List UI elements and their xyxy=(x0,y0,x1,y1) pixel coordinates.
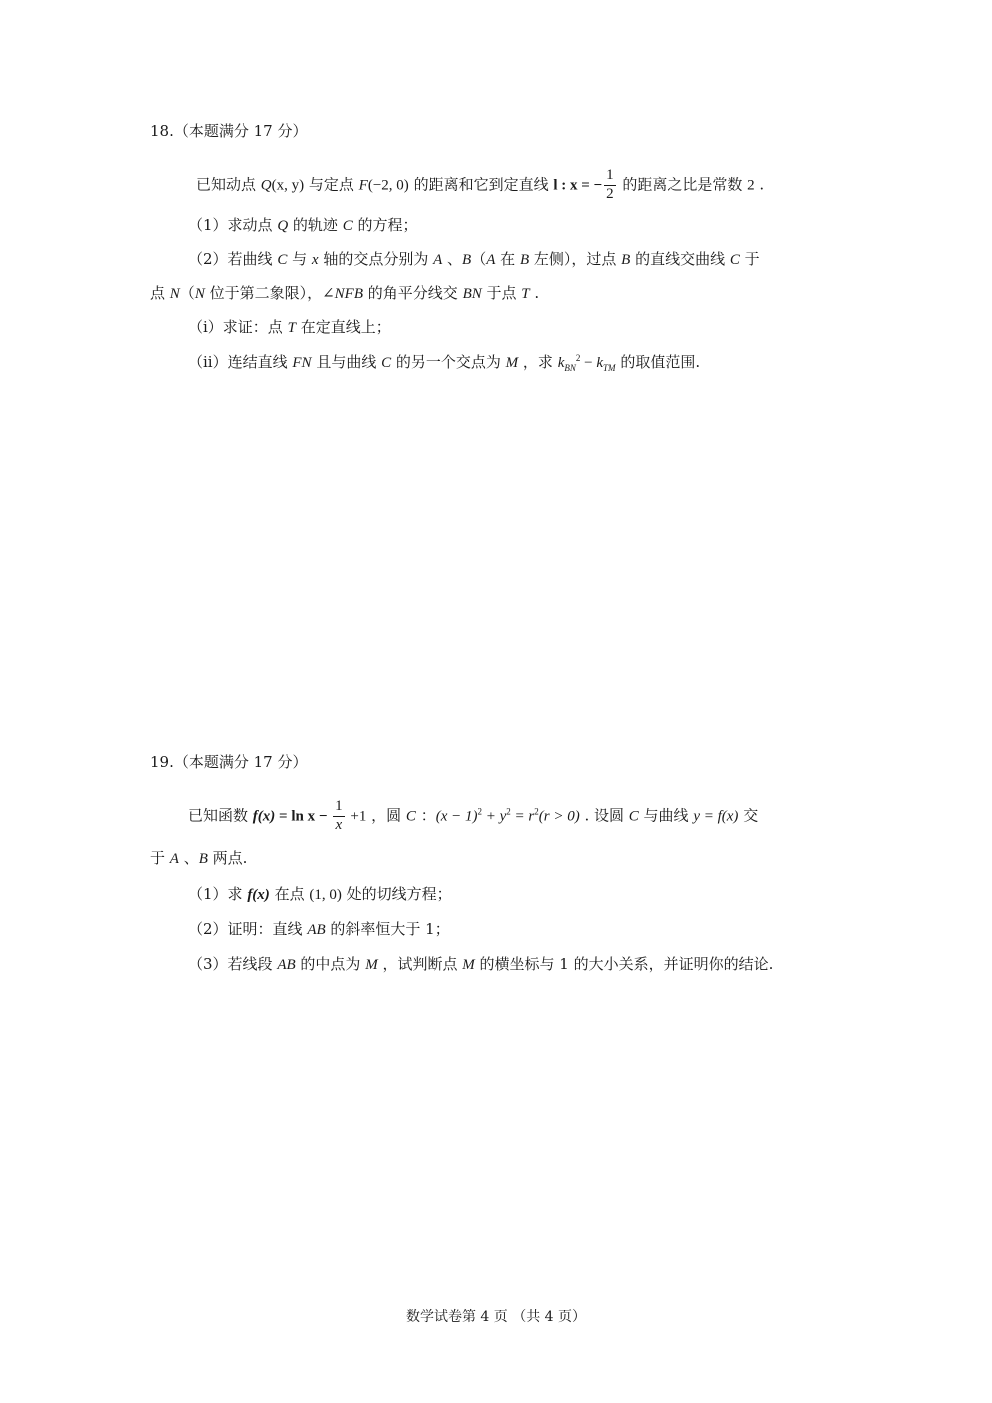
q19-fraction: $\frac{1}{x}$ xyxy=(335,798,343,833)
q18-part-ii: （ii）连结直线 FN 且与曲线 C 的另一个交点为 M ，求 $k_{BN}^2 - k_{TM}$ 的取值范围. xyxy=(188,353,701,373)
q18-part-i: （i）求证：点 T 在定直线上； xyxy=(188,318,391,336)
q18-header: 18.（本题满分 17 分） xyxy=(150,122,308,140)
q19-part-3: （3）若线段 AB 的中点为 M ，试判断点 M 的横坐标与 1 的大小关系，并证明你的结论. xyxy=(188,955,774,973)
q19-stem: 已知函数 f(x) = ln x − $\frac{1}{x}$ +1 ，圆 C ：$(x - 1)^2 + y^2 = r^2(r > 0)$ . 设圆 C 与曲线 y = f(x) 交 xyxy=(188,798,759,833)
q19-stem-continued: 于 A 、B 两点. xyxy=(150,849,248,867)
q19-part-2: （2）证明：直线 AB 的斜率恒大于 1； xyxy=(188,920,450,938)
q18-part-1: （1）求动点 Q 的轨迹 C 的方程； xyxy=(188,216,418,234)
page-footer: 数学试卷第 4 页 （共 4 页） xyxy=(405,1309,587,1325)
q18-fraction: $\frac{1}{2}$ xyxy=(606,167,614,202)
q19-header: 19.（本题满分 17 分） xyxy=(150,753,308,771)
q18-part-2-continued: 点 N（N 位于第二象限），∠NFB 的角平分线交 BN 于点 T . xyxy=(150,284,540,302)
q18-stem: 已知动点 Q(x, y) 与定点 F(−2, 0) 的距离和它到定直线 l : x = − $\frac{1}{2}$ 的距离之比是常数 2 . xyxy=(196,167,765,202)
q18-part-2: （2）若曲线 C 与 x 轴的交点分别为 A 、B（A 在 B 左侧），过点 B 的直线交曲线 C 于 xyxy=(188,250,760,268)
q19-part-1: （1）求 f(x) 在点 (1, 0) 处的切线方程； xyxy=(188,885,452,903)
